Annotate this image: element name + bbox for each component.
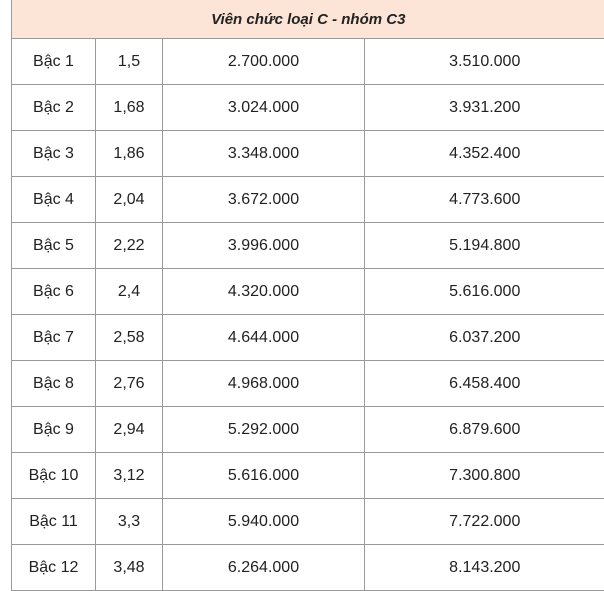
salary-adjusted-cell: 7.300.800 [365,453,604,499]
table-header-row [12,0,604,39]
grade-cell: Bậc 4 [12,177,96,223]
salary-cell: 3.996.000 [163,223,365,269]
salary-table-container [11,0,604,591]
grade-cell: Bậc 6 [12,269,96,315]
table-row [12,39,604,85]
grade-cell: Bậc 11 [12,499,96,545]
salary-cell: 3.348.000 [163,131,365,177]
salary-cell: 3.024.000 [163,85,365,131]
table-row [12,85,604,131]
table-body [12,39,604,591]
coefficient-cell: 2,4 [96,269,163,315]
salary-cell: 2.700.000 [163,39,365,85]
coefficient-cell: 2,04 [96,177,163,223]
coefficient-cell: 3,48 [96,545,163,591]
table-row [12,131,604,177]
table-row [12,361,604,407]
salary-cell: 4.644.000 [163,315,365,361]
salary-cell: 4.320.000 [163,269,365,315]
table-title: Viên chức loại C - nhóm C3 [12,0,604,39]
salary-adjusted-cell: 8.143.200 [365,545,604,591]
table-row [12,499,604,545]
salary-adjusted-cell: 3.510.000 [365,39,604,85]
salary-adjusted-cell: 5.616.000 [365,269,604,315]
grade-cell: Bậc 12 [12,545,96,591]
coefficient-cell: 1,68 [96,85,163,131]
salary-adjusted-cell: 5.194.800 [365,223,604,269]
grade-cell: Bậc 5 [12,223,96,269]
salary-adjusted-cell: 4.773.600 [365,177,604,223]
table-row [12,269,604,315]
grade-cell: Bậc 9 [12,407,96,453]
coefficient-cell: 1,86 [96,131,163,177]
grade-cell: Bậc 3 [12,131,96,177]
salary-cell: 4.968.000 [163,361,365,407]
coefficient-cell: 2,22 [96,223,163,269]
salary-adjusted-cell: 6.879.600 [365,407,604,453]
grade-cell: Bậc 7 [12,315,96,361]
salary-adjusted-cell: 7.722.000 [365,499,604,545]
table-row [12,545,604,591]
salary-cell: 5.616.000 [163,453,365,499]
salary-cell: 6.264.000 [163,545,365,591]
salary-cell: 3.672.000 [163,177,365,223]
grade-cell: Bậc 8 [12,361,96,407]
grade-cell: Bậc 1 [12,39,96,85]
coefficient-cell: 2,94 [96,407,163,453]
salary-adjusted-cell: 4.352.400 [365,131,604,177]
coefficient-cell: 2,58 [96,315,163,361]
grade-cell: Bậc 10 [12,453,96,499]
salary-table [11,0,604,591]
coefficient-cell: 2,76 [96,361,163,407]
salary-cell: 5.940.000 [163,499,365,545]
salary-adjusted-cell: 6.458.400 [365,361,604,407]
coefficient-cell: 1,5 [96,39,163,85]
coefficient-cell: 3,3 [96,499,163,545]
table-row [12,177,604,223]
coefficient-cell: 3,12 [96,453,163,499]
table-row [12,407,604,453]
table-row [12,315,604,361]
salary-cell: 5.292.000 [163,407,365,453]
salary-adjusted-cell: 6.037.200 [365,315,604,361]
grade-cell: Bậc 2 [12,85,96,131]
salary-adjusted-cell: 3.931.200 [365,85,604,131]
table-row [12,453,604,499]
table-row [12,223,604,269]
